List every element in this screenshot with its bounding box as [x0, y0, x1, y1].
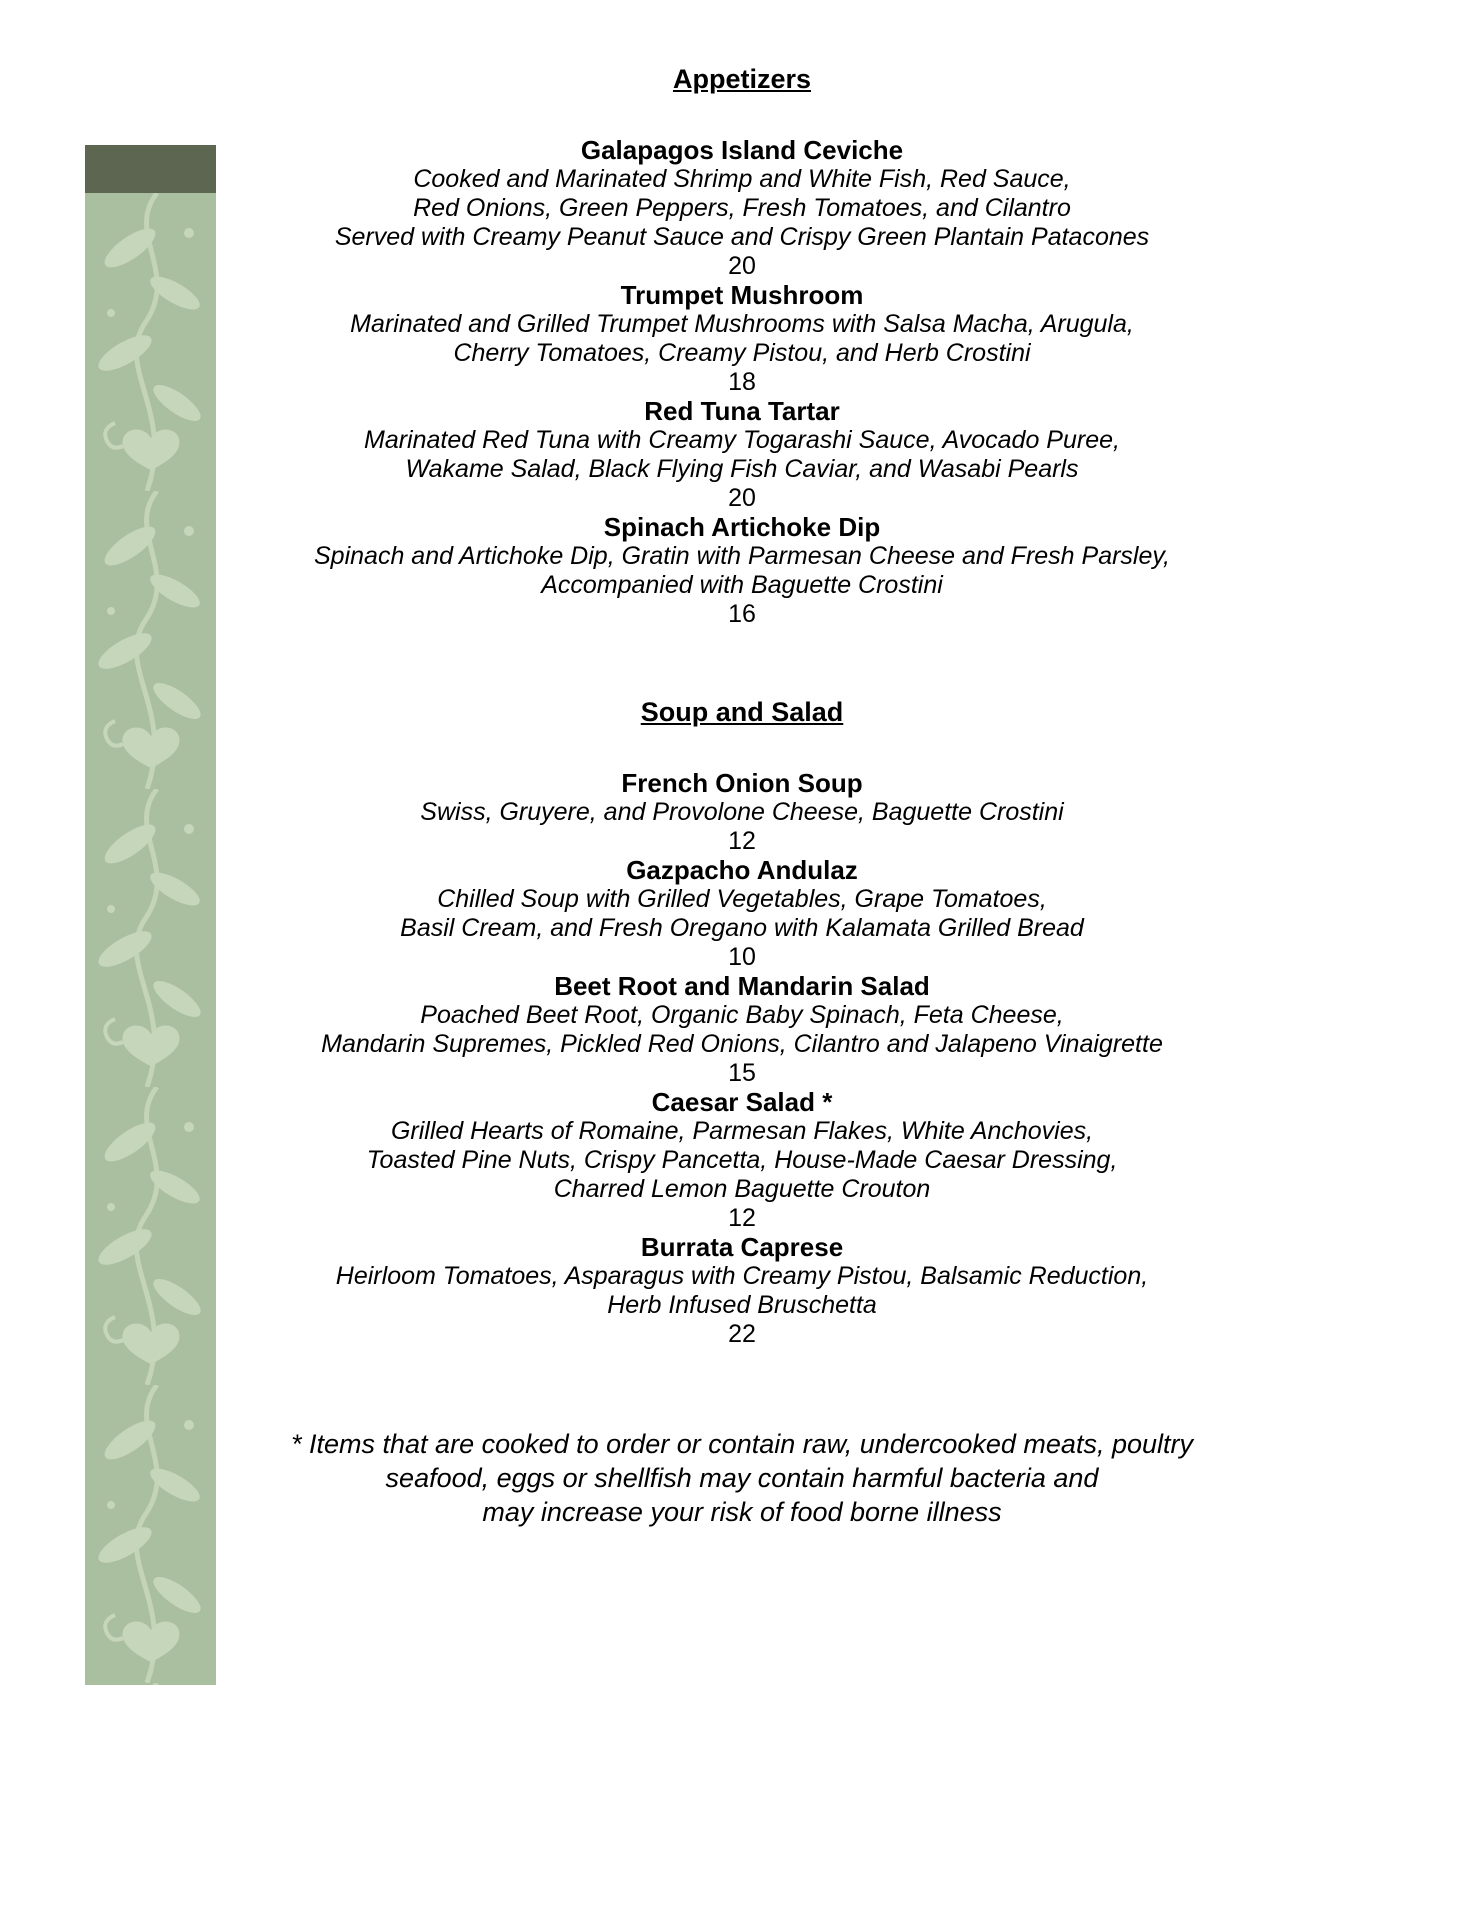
item-price: 18: [728, 368, 756, 396]
menu-section: [92, 64, 1392, 629]
item-description-line: Marinated Red Tuna with Creamy Togarashi Sauce, Avocado Puree,: [364, 426, 1120, 454]
footnote-line: may increase your risk of food borne illness: [482, 1497, 1002, 1527]
item-name: Caesar Salad *: [651, 1087, 833, 1117]
item-description-line: Red Onions, Green Peppers, Fresh Tomatoes, and Cilantro: [413, 194, 1071, 222]
menu-item: [92, 136, 1392, 281]
item-description-line: Poached Beet Root, Organic Baby Spinach, Feta Cheese,: [420, 1001, 1064, 1029]
item-price: 20: [728, 484, 756, 512]
footnote: [92, 1427, 1392, 1529]
item-description-line: Chilled Soup with Grilled Vegetables, Grape Tomatoes,: [437, 885, 1047, 913]
section-title: Appetizers: [672, 64, 812, 94]
item-name: Trumpet Mushroom: [620, 280, 864, 310]
item-description-line: Basil Cream, and Fresh Oregano with Kalamata Grilled Bread: [400, 914, 1084, 942]
item-description-line: Cooked and Marinated Shrimp and White Fish, Red Sauce,: [413, 165, 1071, 193]
item-description: [92, 165, 1392, 252]
menu-sections: [92, 64, 1392, 1349]
item-description-line: Cherry Tomatoes, Creamy Pistou, and Herb Crostini: [453, 339, 1031, 367]
item-description-line: Accompanied with Baguette Crostini: [541, 571, 943, 599]
item-price: 20: [728, 252, 756, 280]
item-description-line: Marinated and Grilled Trumpet Mushrooms with Salsa Macha, Arugula,: [350, 310, 1134, 338]
item-name: French Onion Soup: [621, 768, 863, 798]
item-price: 12: [728, 1204, 756, 1232]
menu-item: [92, 513, 1392, 629]
item-price: 12: [728, 827, 756, 855]
item-description: [92, 1117, 1392, 1204]
menu-item: [92, 972, 1392, 1088]
section-items: [92, 136, 1392, 629]
item-description: [92, 798, 1392, 827]
menu-item: [92, 397, 1392, 513]
item-description: [92, 1001, 1392, 1059]
item-description-line: Mandarin Supremes, Pickled Red Onions, Cilantro and Jalapeno Vinaigrette: [321, 1030, 1163, 1058]
item-description: [92, 426, 1392, 484]
footnote-line: seafood, eggs or shellfish may contain harmful bacteria and: [385, 1463, 1099, 1493]
item-description: [92, 310, 1392, 368]
item-description-line: Heirloom Tomatoes, Asparagus with Creamy Pistou, Balsamic Reduction,: [335, 1262, 1149, 1290]
item-name: Beet Root and Mandarin Salad: [554, 971, 930, 1001]
section-items: [92, 769, 1392, 1349]
item-description-line: Wakame Salad, Black Flying Fish Caviar, and Wasabi Pearls: [405, 455, 1079, 483]
menu-item: [92, 769, 1392, 856]
item-description-line: Toasted Pine Nuts, Crispy Pancetta, House-Made Caesar Dressing,: [366, 1146, 1118, 1174]
item-name: Burrata Caprese: [640, 1232, 844, 1262]
item-name: Spinach Artichoke Dip: [603, 512, 881, 542]
item-description: [92, 885, 1392, 943]
item-description-line: Charred Lemon Baguette Crouton: [553, 1175, 931, 1203]
item-price: 16: [728, 600, 756, 628]
item-description-line: Swiss, Gruyere, and Provolone Cheese, Baguette Crostini: [420, 798, 1064, 826]
item-name: Red Tuna Tartar: [644, 396, 840, 426]
item-price: 10: [728, 943, 756, 971]
item-description: [92, 1262, 1392, 1320]
item-description: [92, 542, 1392, 600]
section-title: Soup and Salad: [640, 697, 844, 727]
menu-item: [92, 1088, 1392, 1233]
item-description-line: Herb Infused Bruschetta: [607, 1291, 877, 1319]
item-description-line: Spinach and Artichoke Dip, Gratin with Parmesan Cheese and Fresh Parsley,: [314, 542, 1170, 570]
item-description-line: Served with Creamy Peanut Sauce and Crispy Green Plantain Patacones: [334, 223, 1150, 251]
footnote-line: * Items that are cooked to order or contain raw, undercooked meats, poultry: [291, 1429, 1193, 1459]
item-price: 15: [728, 1059, 756, 1087]
menu-section: [92, 697, 1392, 1349]
menu-content: [92, 64, 1392, 1529]
menu-item: [92, 856, 1392, 972]
item-price: 22: [728, 1320, 756, 1348]
menu-item: [92, 1233, 1392, 1349]
item-description-line: Grilled Hearts of Romaine, Parmesan Flakes, White Anchovies,: [390, 1117, 1094, 1145]
item-name: Gazpacho Andulaz: [626, 855, 858, 885]
item-name: Galapagos Island Ceviche: [580, 135, 904, 165]
menu-item: [92, 281, 1392, 397]
